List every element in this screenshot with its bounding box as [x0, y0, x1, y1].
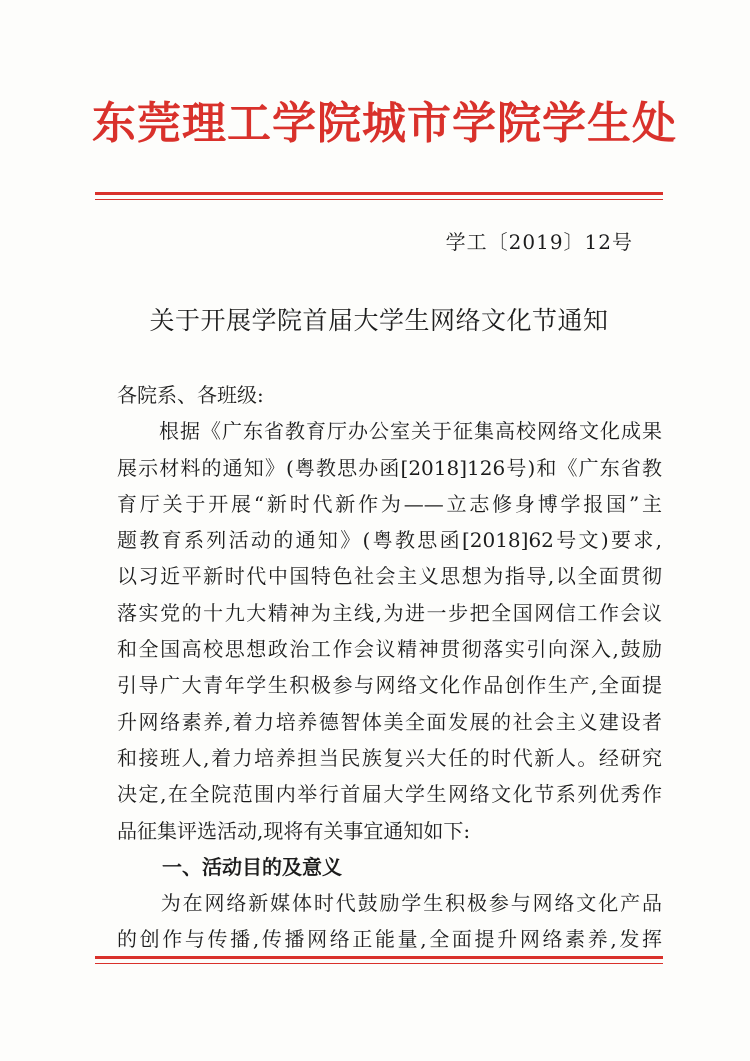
footer-red-rule-thin [95, 963, 663, 964]
paragraph-line: 升网络素养,着力培养德智体美全面发展的社会主义建设者 [117, 709, 662, 734]
org-header-title: 东莞理工学院城市学院学生处 [92, 98, 677, 149]
paragraph-line: 品征集评选活动,现将有关事宜通知如下: [117, 818, 471, 843]
paragraph-line: 和接班人,着力培养担当民族复兴大任的时代新人。经研究 [117, 745, 662, 770]
paragraph-line: 引导广大青年学生积极参与网络文化作品创作生产,全面提 [117, 673, 662, 698]
paragraph-line: 的创作与传播,传播网络正能量,全面提升网络素养,发挥 [117, 927, 662, 952]
paragraph-line: 落实党的十九大精神为主线,为进一步把全国网信工作会议 [117, 600, 662, 625]
paragraph-line: 以习近平新时代中国特色社会主义思想为指导,以全面贯彻 [117, 564, 662, 589]
document-title: 关于开展学院首届大学生网络文化节通知 [149, 306, 609, 335]
section-heading-1: 一、活动目的及意义 [162, 854, 342, 879]
footer-red-rule-thick [95, 956, 663, 959]
paragraph-line: 题教育系列活动的通知》(粤教思函[2018]62号文)要求, [117, 528, 662, 553]
header-red-rule-thin [95, 199, 663, 200]
document-number: 学工〔2019〕12号 [445, 230, 633, 254]
paragraph-line: 为在网络新媒体时代鼓励学生积极参与网络文化产品 [117, 891, 662, 916]
paragraph-line: 展示材料的通知》(粤教思办函[2018]126号)和《广东省教 [117, 455, 662, 480]
header-red-rule-thick [95, 192, 663, 195]
paragraph-line: 和全国高校思想政治工作会议精神贯彻落实引向深入,鼓励 [117, 637, 662, 662]
paragraph-line: 根据《广东省教育厅办公室关于征集高校网络文化成果 [117, 419, 662, 444]
paragraph-line: 决定,在全院范围内举行首届大学生网络文化节系列优秀作 [117, 782, 662, 807]
document-body [117, 377, 662, 958]
salutation: 各院系、各班级: [117, 383, 264, 407]
paragraph-line: 育厅关于开展“新时代新作为——立志修身博学报国”主 [117, 491, 662, 516]
